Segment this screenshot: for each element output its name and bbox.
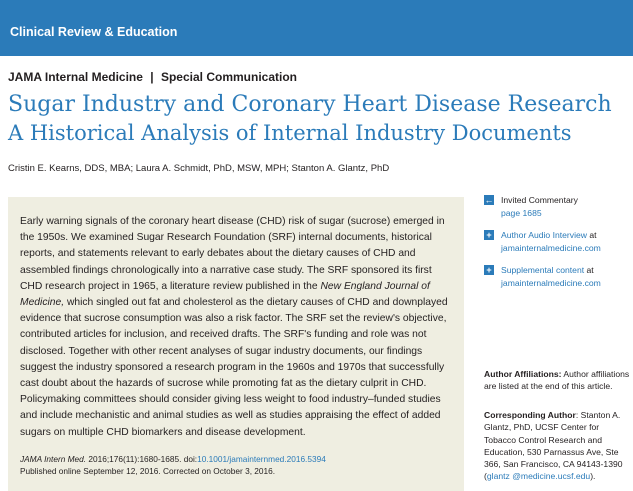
abstract-part-1: Early warning signals of the coronary heart disease (CHD) risk of sugar (sucrose) emerged in the 1950s. We examined Sugar Research Foundation (SRF) internal documents, historical reports, and statements relevant to early debates about the dietary causes of CHD and assembled findings chronologically into a narrative case study. The SRF sponsored its first CHD research project in 1965, a literature review published in the xyxy=(20,216,445,292)
citation xyxy=(20,453,452,477)
supplemental-url[interactable]: jamainternalmedicine.com xyxy=(501,277,601,288)
invited-commentary-label: Invited Commentary xyxy=(501,195,578,205)
supplemental-at: at xyxy=(584,265,594,275)
article-type: Special Communication xyxy=(160,70,297,84)
author-audio-label[interactable]: Author Audio Interview xyxy=(501,230,587,240)
invited-commentary-page[interactable]: page 1685 xyxy=(501,207,542,218)
supplemental-content-link[interactable] xyxy=(484,264,633,289)
journal-line xyxy=(8,70,297,84)
author-audio-url[interactable]: jamainternalmedicine.com xyxy=(501,242,601,253)
section-label: Clinical Review & Education xyxy=(10,25,178,39)
corresponding-author xyxy=(484,409,633,483)
author-list: Cristin E. Kearns, DDS, MBA; Laura A. Schmidt, PhD, MSW, MPH; Stanton A. Glantz, PhD xyxy=(8,163,390,174)
article-title: Sugar Industry and Coronary Heart Disease Research xyxy=(8,92,612,117)
affiliations-text: Author affiliations are listed at the end of this article. xyxy=(484,369,630,392)
author-audio-at: at xyxy=(587,230,597,240)
nejm-title: New England Journal of Medicine, xyxy=(20,280,430,309)
plus-icon: + xyxy=(484,230,494,240)
journal-name: JAMA Internal Medicine xyxy=(8,70,143,84)
corresponding-text: : Stanton A. Glantz, PhD, UCSF Center for Tobacco Control Research and Education, 530 Parnassus Ave, Ste 366, San Francisco, CA 94143-1390 ( xyxy=(484,410,623,482)
affiliations-label: Author Affiliations: xyxy=(484,369,562,379)
corresponding-email[interactable]: glantz @medicine.ucsf.edu xyxy=(486,471,591,482)
abstract-text xyxy=(20,214,452,441)
abstract-box xyxy=(8,197,464,491)
article-subtitle: A Historical Analysis of Internal Industry Documents xyxy=(8,121,572,145)
arrow-left-icon: ← xyxy=(484,195,494,205)
author-affiliations xyxy=(484,368,633,393)
author-audio-link[interactable] xyxy=(484,229,633,254)
publication-history: Published online September 12, 2016. Corrected on October 3, 2016. xyxy=(20,466,276,477)
supplemental-label[interactable]: Supplemental content xyxy=(501,265,585,275)
citation-reference: 2016;176(11):1680-1685. doi: xyxy=(86,453,198,464)
invited-commentary-link[interactable] xyxy=(484,194,633,219)
corresponding-label: Corresponding Author xyxy=(484,410,576,420)
abstract-part-2: which singled out fat and cholesterol as the dietary causes of CHD and downplayed evidence that sucrose consumption was also a risk factor. The SRF set the review's objective, contributed articles for inclusion, and received drafts. The SRF's funding and role was not disclosed. Together with other recent analyses of sugar industry documents, our findings suggest the industry sponsored a research program in the 1960s and 1970s that successfully cast doubt about the hazards of sucrose while promoting fat as the dietary culprit in CHD. Policymaking committees should consider giving less weight to food industry–funded studies and include mechanistic and animal studies as well as studies appraising the effect of added sugars on multiple CHD biomarkers and disease development. xyxy=(20,297,448,438)
section-banner xyxy=(0,0,633,56)
citation-journal: JAMA Intern Med. xyxy=(20,453,87,464)
journal-separator: | xyxy=(150,70,154,84)
plus-icon: + xyxy=(484,265,494,275)
corresponding-closing: ). xyxy=(590,471,596,482)
doi-link[interactable]: 10.1001/jamainternmed.2016.5394 xyxy=(197,453,326,464)
